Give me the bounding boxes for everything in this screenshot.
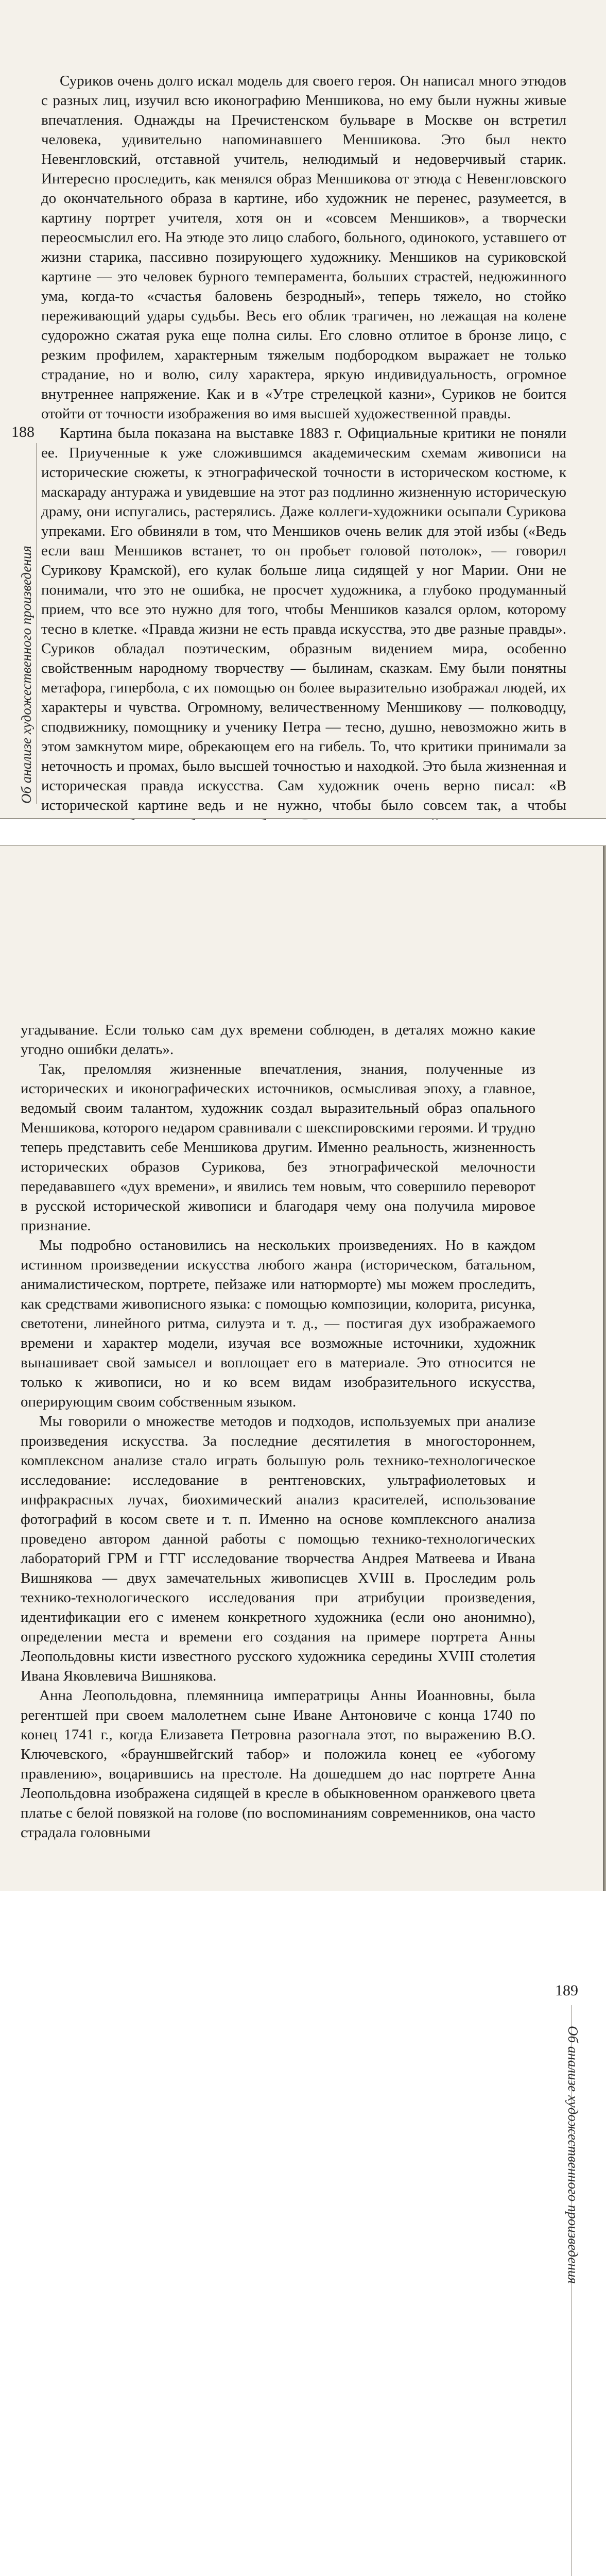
running-head: Об анализе художественного произведения <box>565 2026 581 2284</box>
paragraph: Картина была показана на выставке 1883 г. Официальные критики не поняли ее. Приученные к уже сложившимся академическим схемам живописи на исторические сюжеты, к этнографической точности в историческом костюме, к маскараду антуража и увидевшие на этот раз подлинно жизненную историческую драму, они испугались, растерялись. Даже коллеги-художники осыпали Сурикова упреками. Его обвиняли в том, что Меншиков очень велик для этой избы («Ведь если ваш Меншиков встанет, то он пробьет головой потолок», — говорил Сурикову Крамской), его кулак больше лица сидящей у ног Марии. Они не понимали, что это не ошибка, не просчет художника, а глубоко продуманный прием, что все это нужно для того, чтобы Меншиков казался орлом, которому тесно в клетке. «Правда жизни не есть правда искусства, это две разные правды». Суриков обладал поэтическим, образным видением мира, особенно свойственным народному творчеству — былинам, сказкам. Ему были понятны метафора, гипербола, с их помощью он более выразительно изображал людей, их характеры и чувства. Огромному, величественному Меншикову — полководцу, сподвижнику, помощнику и ученику Петра — тесно, душно, невозможно жить в этом замкнутом мире, обрекающем его на гибель. То, что критики принимали за неточность и промах, было высшей точностью и находкой. Это была жизненная и историческая правда искусства. Сам художник очень верно писал: «В исторической картине ведь и не нужно, чтобы было совсем так, а чтобы <box>41 425 566 814</box>
book-page-188 <box>0 0 606 819</box>
paragraph: Мы говорили о множестве методов и подходов, используемых при анализе произведения искусства. За последние десятилетия в многостороннем, комплексном анализе стало играть большую роль технико-технологическое исследование: исследование в рентгеновских, ультрафиолетовых и инфракрасных лучах, биохимический анализ красителей, использование фотографий в косом свете и т. п. Именно на основе комплексного анализа проведено автором данной работы с помощью технико-технологических лабораторий ГРМ и ГТГ исследование творчества Андрея Матвеева и Ивана Вишнякова — двух замечательных живописцев XVIII в. Проследим роль технико-технологического исследования при атрибуции произведения, идентификации его с именем конкретного художника (если оно анонимно), определении места и времени его создания на примере портрета Анны Леопольдовны кисти известного русского художника середины XVIII столетия Ивана Яковлевича Вишнякова. <box>21 1413 535 1684</box>
paragraph: Мы подробно остановились на нескольких произведениях. Но в каждом истинном произведении искусства любого жанра (историческом, батальном, анималистическом, портрете, пейзаже или натюрморте) мы можем проследить, как средствами живописного языка: с помощью композиции, колорита, рисунка, светотени, линейного ритма, силуэта и т. д., — постигая дух изображаемого времени и характер модели, изучая все возможные источники, художник вынашивает свой замысел и воплощает его в материале. Это относится не только к живописи, но и ко всем видам изобразительного искусства, оперирующим своим собственным языком. <box>21 1237 535 1410</box>
page-number: 189 <box>555 1982 578 1999</box>
paragraph: угадывание. Если только сам дух времени соблюден, в деталях можно какие угодно ошибки делать». <box>21 1022 535 1058</box>
page-189-body-text <box>21 1020 535 1842</box>
page-188-body-text <box>41 71 566 835</box>
scan-edge-shadow <box>603 846 606 1891</box>
book-page-189 <box>0 845 606 2284</box>
scan-gap <box>0 820 606 844</box>
paragraph: Суриков очень долго искал модель для своего героя. Он написал много этюдов с разных лиц, изучил всю иконографию Меншикова, но ему были нужны живые впечатления. Однажды на Пречистенском бульваре в Москве он встретил человека, удивительно напоминавшего Меншикова. Это был некто Невенгловский, отставной учитель, нелюдимый и недоверчивый старик. Интересно проследить, как менялся образ Меншикова от этюда с Невенгловского до окончательного образа в картине, ибо художник не перенес, разумеется, в картину портрет учителя, хотя он и «совсем Меншиков», а творчески переосмыслил его. На этюде это лицо слабого, больного, одинокого, уставшего от жизни старика, пассивно позирующего художнику. Меншиков на суриковской картине — это человек бурного темперамента, больших страстей, недюжинного ума, когда-то «счастья баловень безродный», теперь тяжело, но стойко переживающий удары судьбы. Весь его облик трагичен, но лежащая на колене судорожно сжатая рука еще полна силы. Его словно отлитое в бронзе лицо, с резким профилем, характерным тяжелым подбородком выражает не только страдание, но и волю, силу характера, яркую индивидуальность, огромное внутреннее напряжение. Как и в «Утре стрелецкой казни», Суриков не боится отойти от точности изображения во имя высшей художественной правды. <box>41 73 566 422</box>
margin-divider <box>36 443 37 804</box>
page-number: 188 <box>11 423 34 440</box>
paragraph: Анна Леопольдовна, племянница императрицы Анны Иоанновны, была регентшей при своем малолетнем сыне Иване Антоновиче с конца 1740 по конец 1741 г., когда Елизавета Петровна разогнала этот, по выражению В.О. Ключевского, «брауншвейгский табор» и положила конец ее «убогому правлению», воцарившись на престоле. На дошедшем до нас портрете Анна Леопольдовна изображена сидящей в кресле в обыкновенном оранжевого цвета платье с белой повязкой на голове (по воспоминаниям современников, она часто страдала головными <box>21 1687 535 1841</box>
paragraph: Так, преломляя жизненные впечатления, знания, полученные из исторических и иконографических источников, осмысливая эпоху, а главное, ведомый своим талантом, художник создал выразительный образ опального Меншикова, которого недаром сравнивали с шекспировскими героями. И трудно теперь представить себе Меншикова другим. Именно реальность, жизненность исторических образов Сурикова, без этнографической мелочности передававшего «дух времени», и явились тем новым, что совершило переворот в русской исторической живописи и благодаря чему она получила мировое признание. <box>21 1061 535 1234</box>
running-head: Об анализе художественного произведения <box>19 546 34 804</box>
